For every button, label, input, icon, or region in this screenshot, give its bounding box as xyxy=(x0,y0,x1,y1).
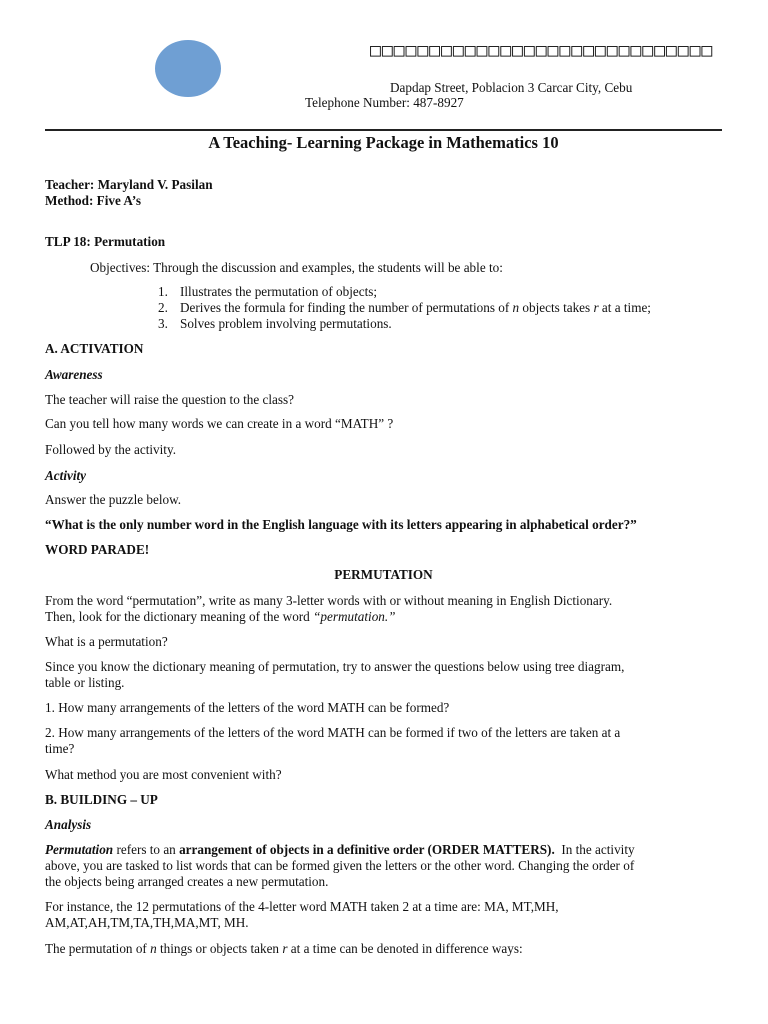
list-item: 2. Derives the formula for finding the number of permutations of n objects takes r at a time; xyxy=(158,300,651,315)
instance-line-2: AM,AT,AH,TM,TA,TH,MA,MT, MH. xyxy=(45,915,249,930)
awareness-subheading: Awareness xyxy=(45,367,103,382)
instance-line-1: For instance, the 12 permutations of the 4-letter word MATH taken 2 at a time are: MA, MT,MH, xyxy=(45,899,559,914)
awareness-question-2: Can you tell how many words we can create in a word “MATH” ? xyxy=(45,416,394,431)
activity-subheading: Activity xyxy=(45,468,87,483)
page-title: A Teaching- Learning Package in Mathematics 10 xyxy=(208,133,559,152)
school-address: Dapdap Street, Poblacion 3 Carcar City, Cebu xyxy=(390,80,633,95)
word-parade-instruction-2: Then, look for the dictionary meaning of the word “permutation.” xyxy=(45,609,396,624)
tlp-heading: TLP 18: Permutation xyxy=(45,234,166,249)
question-item-1: 1. How many arrangements of the letters of the word MATH can be formed? xyxy=(45,700,450,715)
question-item-2b: time? xyxy=(45,741,75,756)
school-logo xyxy=(155,40,221,97)
question-item-2a: 2. How many arrangements of the letters of the word MATH can be formed if two of the letters are taken at a xyxy=(45,725,621,740)
since-line-2: table or listing. xyxy=(45,675,125,690)
school-telephone: Telephone Number: 487-8927 xyxy=(305,95,464,110)
list-item: 1. Illustrates the permutation of objects; xyxy=(158,284,378,299)
denote-line: The permutation of n things or objects taken r at a time can be denoted in difference ways: xyxy=(45,941,523,956)
awareness-followup: Followed by the activity. xyxy=(45,442,176,457)
objectives-list xyxy=(158,284,651,332)
activation-heading: A. ACTIVATION xyxy=(45,341,144,356)
teacher-line: Teacher: Maryland V. Pasilan xyxy=(45,177,213,192)
definition-line-3: the objects being arranged creates a new permutation. xyxy=(45,874,329,889)
word-parade-instruction-1: From the word “permutation”, write as many 3-letter words with or without meaning in English Dictionary. xyxy=(45,593,613,608)
method-question: What method you are most convenient with? xyxy=(45,767,282,782)
word-parade-heading: WORD PARADE! xyxy=(45,542,150,557)
what-is-permutation: What is a permutation? xyxy=(45,634,168,649)
objectives-intro: Objectives: Through the discussion and examples, the students will be able to: xyxy=(90,260,503,275)
list-item: 3. Solves problem involving permutations. xyxy=(158,316,392,331)
awareness-question-1: The teacher will raise the question to the class? xyxy=(45,392,295,407)
since-line-1: Since you know the dictionary meaning of permutation, try to answer the questions below using tree diagram, xyxy=(45,659,625,674)
permutation-heading: PERMUTATION xyxy=(334,567,433,582)
definition-line-1: Permutation refers to an arrangement of objects in a definitive order (ORDER MATTERS). In the activity xyxy=(45,842,635,857)
analysis-subheading: Analysis xyxy=(45,817,92,832)
school-name: □□□□□□□□□□□□□□□□□□□□□□□□□□□□□ xyxy=(370,40,714,61)
definition-line-2: above, you are tasked to list words that can be formed given the letters or the other word. Changing the order of xyxy=(45,858,635,873)
building-heading: B. BUILDING – UP xyxy=(45,792,158,807)
header-divider xyxy=(45,129,722,131)
puzzle-instruction: Answer the puzzle below. xyxy=(45,492,182,507)
puzzle-question: “What is the only number word in the English language with its letters appearing in alphabetical order?” xyxy=(45,517,637,532)
method-line: Method: Five A’s xyxy=(45,193,141,208)
